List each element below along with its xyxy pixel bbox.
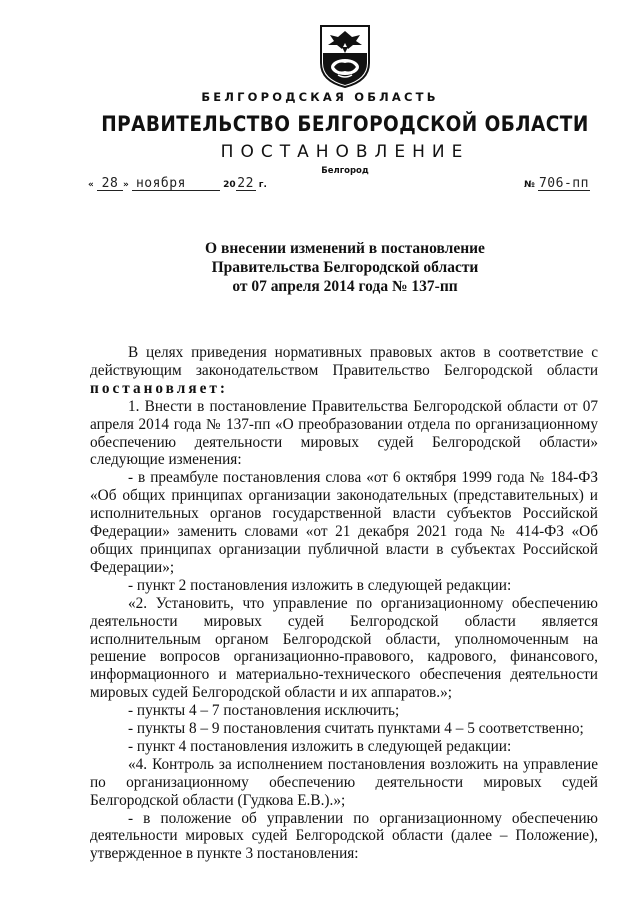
date-year-suffix: 22: [237, 176, 254, 191]
title-line-3: от 07 апреля 2014 года № 137-пп: [232, 278, 458, 295]
document-type: ПОСТАНОВЛЕНИЕ: [220, 142, 470, 162]
paragraph-1: 1. Внести в постановление Правительства Белгородской области от 07 апреля 2014 года № 137-пп «О преобразовании отдела по организационному обеспечению деятельности мировых судей Белгородской области» следующие изменения:: [90, 397, 598, 469]
paragraph-8: «4. Контроль за исполнением постановления возложить на управление по организационному обеспечению деятельности мировых судей Белгородской области (Гудкова Е.В.).»;: [90, 755, 598, 809]
paragraph-3: - пункт 2 постановления изложить в следующей редакции:: [128, 576, 512, 594]
document-title: [0, 239, 640, 296]
paragraph-4: «2. Установить, что управление по организационному обеспечению деятельности мировых судей Белгородской области является исполнительным органом Белгородской области, уполномоченным на решение вопросов организационно-правового, кадрового, финансового, информационного и материально-технического обеспечения деятельности мировых судей Белгородской области и их аппаратов.»;: [90, 594, 598, 702]
paragraph-9: - в положение об управлении по организационному обеспечению деятельности мировых судей Белгородской области (далее – Положение), утвержденное в пункте 3 постановления:: [90, 809, 598, 863]
date-month: ноября: [132, 178, 220, 191]
government-name: ПРАВИТЕЛЬСТВО БЕЛГОРОДСКОЙ ОБЛАСТИ: [101, 112, 589, 136]
coat-of-arms-icon: [318, 23, 372, 89]
paragraph-2: - в преамбуле постановления слова «от 6 октября 1999 года № 184-ФЗ «Об общих принципах организации законодательных (представительных) и исполнительных органов государственной власти субъектов Российской Федерации» заменить словами «от 21 декабря 2021 года № 414-ФЗ «Об общих принципах организации публичной власти в субъектах Российской Федерации»;: [90, 469, 598, 576]
title-line-1: О внесении изменений в постановление: [205, 240, 485, 257]
preamble-text: В целях приведения нормативных правовых актов в соответствие с действующим законодательством Правительство Белгородской области: [90, 344, 598, 379]
paragraph-5: - пункты 4 – 7 постановления исключить;: [128, 702, 400, 720]
document-number: [524, 178, 590, 191]
paragraph-7: - пункт 4 постановления изложить в следующей редакции:: [128, 737, 512, 755]
document-date: [88, 178, 267, 191]
paragraph-6: - пункты 8 – 9 постановления считать пунктами 4 – 5 соответственно;: [128, 720, 584, 738]
preamble-keyword: постановляет:: [90, 379, 228, 397]
date-open-quote: «: [88, 180, 94, 190]
number-label: №: [524, 180, 535, 190]
date-year-label: г.: [258, 180, 267, 190]
date-year-prefix: 20: [223, 180, 236, 190]
paragraph-preamble: [90, 344, 598, 398]
title-line-2: Правительства Белгородской области: [211, 259, 479, 276]
date-day: 28: [97, 178, 123, 191]
date-close-quote: »: [122, 180, 129, 190]
city-name: Белгород: [321, 166, 369, 176]
number-value: 706-пп: [538, 176, 589, 191]
region-name: БЕЛГОРОДСКАЯ ОБЛАСТЬ: [201, 90, 439, 104]
document-body: [90, 344, 598, 863]
